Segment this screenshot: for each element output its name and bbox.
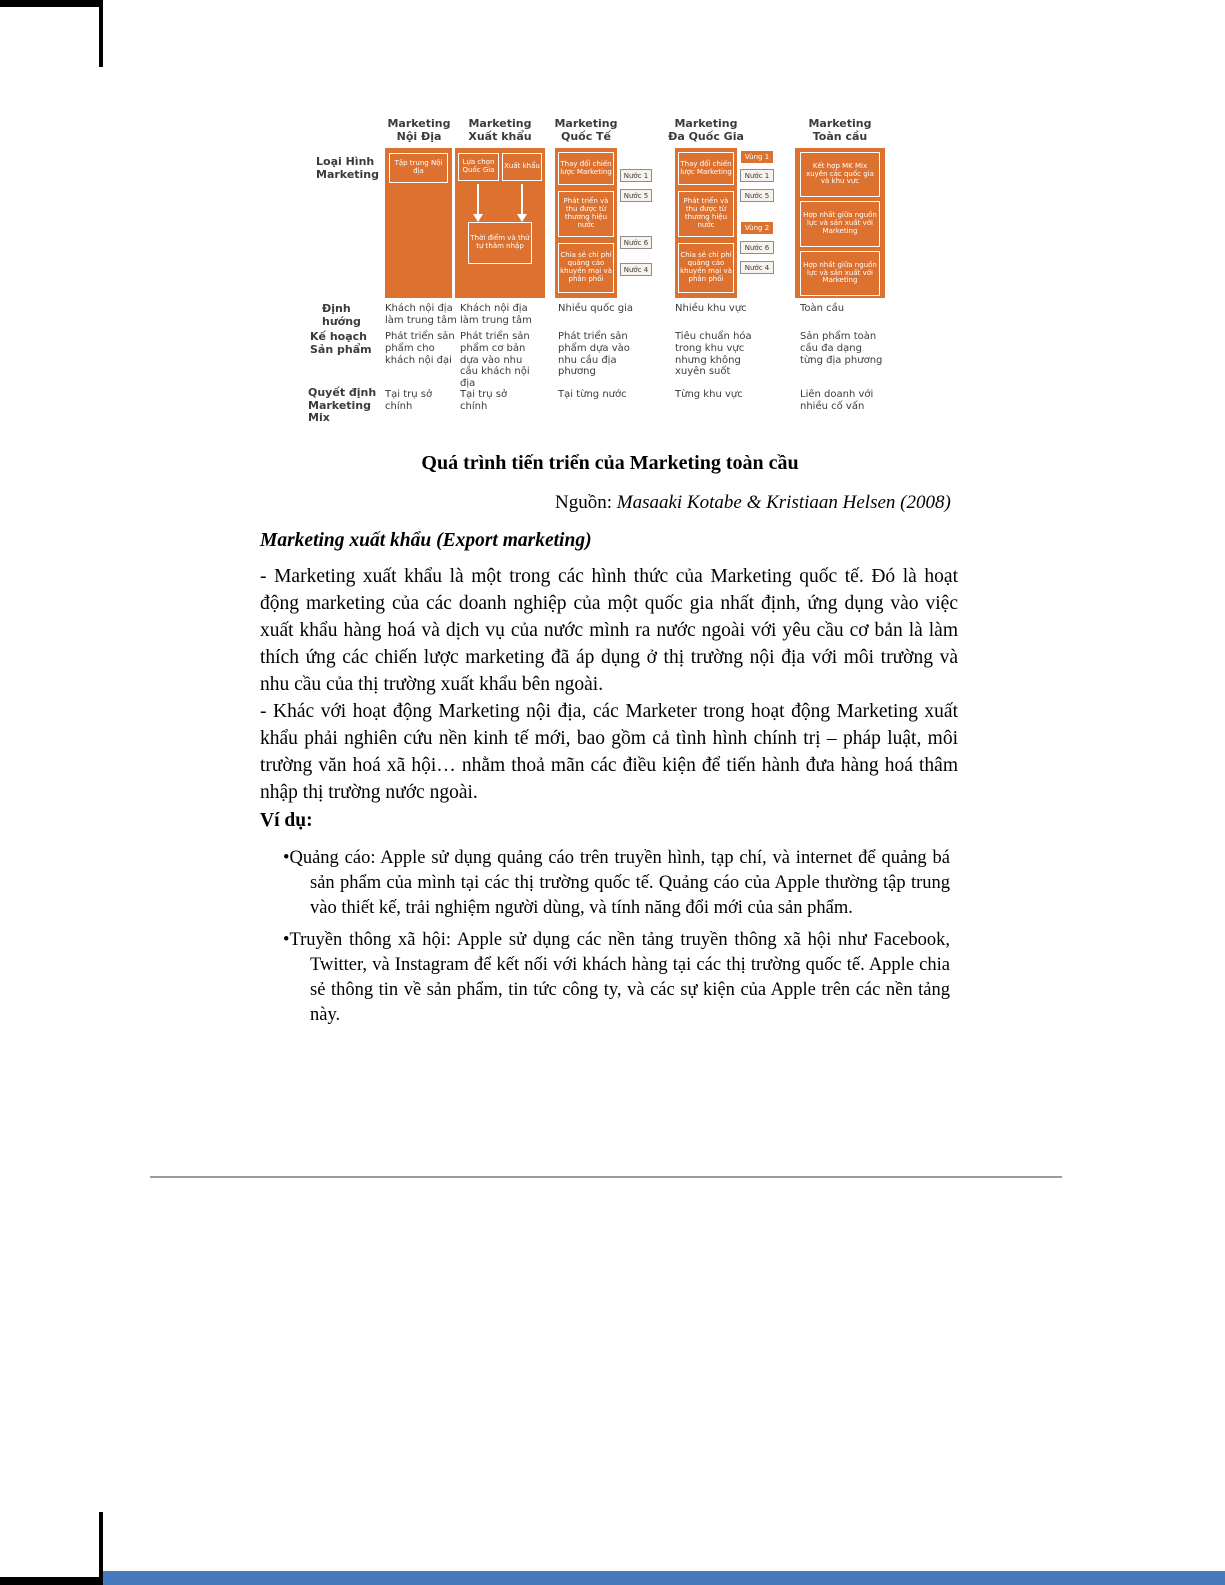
figure-cell-mix: Tại trụ sở chính xyxy=(460,389,508,412)
figure-cell-mix: Tại trụ sở chính xyxy=(385,389,433,412)
figure-box: Xuất khẩu xyxy=(502,153,542,181)
figure-box: Chia sẻ chi phí quảng cáo khuyến mại và phân phối xyxy=(678,243,734,293)
figure-side-box: Nước 5 xyxy=(620,189,652,202)
figure-side-box: Nước 6 xyxy=(740,241,774,254)
figure-box: Phát triển và thu được từ thương hiệu nước xyxy=(678,191,734,237)
page-edge-bottom xyxy=(0,1577,103,1585)
figure-box: Thay đổi chiến lược Marketing xyxy=(558,152,614,185)
figure-side-box: Nước 4 xyxy=(740,261,774,274)
figure-cell-mix: Tại từng nước xyxy=(558,389,627,400)
bullet-icon: • xyxy=(283,930,290,950)
marketing-evolution-figure xyxy=(300,112,900,447)
figure-side-box: Nước 1 xyxy=(620,169,652,182)
figure-side-box: Nước 6 xyxy=(620,236,652,249)
figure-box: Kết hợp MK Mix xuyên các quốc gia và khu vực xyxy=(800,152,880,197)
figure-box: Thay đổi chiến lược Marketing xyxy=(678,152,734,185)
figure-cell-mix: Liên doanh với nhiều cố vấn xyxy=(800,389,874,412)
list-item-text: Quảng cáo: Apple sử dụng quảng cáo trên truyền hình, tạp chí, và internet để quảng bá sản phẩm của mình tại các thị trường quốc tế. Quảng cáo của Apple thường tập trung vào thiết kế, trải nghiệm người dùng, và tính năng đổi mới của sản phẩm. xyxy=(289,848,950,918)
figure-side-box: Vùng 2 xyxy=(740,221,774,235)
arrow-down-icon xyxy=(517,214,527,222)
figure-side-box: Nước 5 xyxy=(740,189,774,202)
figure-source-label: Nguồn: xyxy=(555,492,612,513)
figure-cell-product-plan: Phát triển sản phẩm cơ bản dựa vào nhu cầu khách nội địa xyxy=(460,331,530,390)
figure-cell-orientation: Nhiều khu vực xyxy=(675,303,747,314)
figure-source xyxy=(555,492,951,514)
list-item xyxy=(260,928,950,1028)
figure-box: Hợp nhất giữa nguồn lực và sản xuất với Marketing xyxy=(800,201,880,247)
bullet-icon: • xyxy=(283,848,290,868)
figure-caption: Quá trình tiến triển của Marketing toàn cầu xyxy=(421,452,799,474)
figure-cell-orientation: Toàn cầu xyxy=(800,303,845,314)
figure-cell-product-plan: Sản phẩm toàn cầu đa dạng từng địa phương xyxy=(800,331,883,366)
figure-cell-mix: Từng khu vực xyxy=(675,389,743,400)
figure-column-header: Marketing Toàn cầu xyxy=(808,117,872,143)
figure-column-header: Marketing Đa Quốc Gia xyxy=(668,117,744,143)
paragraph: - Khác với hoạt động Marketing nội địa, các Marketer trong hoạt động Marketing xuất khẩu phải nghiên cứu nền kinh tế mới, bao gồm cả tình hình chính trị – pháp luật, môi trường văn hoá xã hội… nhằm thoả mãn các điều kiện để tiến hành đưa hàng hoá thâm nhập thị trường nước ngoài. xyxy=(260,701,958,803)
figure-row-label: Kế hoạch Sản phẩm xyxy=(310,330,372,356)
figure-side-box: Nước 4 xyxy=(620,263,652,276)
figure-row-label: Quyết định Marketing Mix xyxy=(308,386,377,425)
page-edge-top xyxy=(0,0,103,7)
figure-cell-product-plan: Phát triển sản phẩm cho khách nội đại xyxy=(385,331,455,366)
figure-cell-orientation: Nhiều quốc gia xyxy=(558,303,633,314)
figure-source-value: Masaaki Kotabe & Kristiaan Helsen (2008) xyxy=(616,492,951,513)
page-edge-left-top xyxy=(99,0,103,67)
figure-column-header: Marketing Quốc Tế xyxy=(554,117,618,143)
bottom-blue-bar xyxy=(103,1571,1225,1585)
horizontal-rule xyxy=(150,1176,1062,1178)
figure-row-label: Định hướng xyxy=(322,302,361,328)
arrow-down-icon xyxy=(477,184,479,215)
figure-box: Thời điểm và thứ tự thâm nhập xyxy=(468,222,532,264)
figure-cell-product-plan: Tiêu chuẩn hóa trong khu vực nhưng không xuyên suốt xyxy=(675,331,752,378)
figure-row-label: Loại Hình Marketing xyxy=(316,155,380,181)
figure-box: Phát triển và thu được từ thương hiệu nước xyxy=(558,191,614,237)
figure-column-header: Marketing Nội Địa xyxy=(387,117,451,143)
arrow-down-icon xyxy=(521,184,523,215)
list-item-text: Truyền thông xã hội: Apple sử dụng các nền tảng truyền thông xã hội như Facebook, Twitter, và Instagram để kết nối với khách hàng tại các thị trường quốc tế. Apple chia sẻ thông tin về sản phẩm, tin tức công ty, và các sự kiện của Apple trên các nền tảng này. xyxy=(289,930,950,1025)
figure-side-box: Nước 1 xyxy=(740,169,774,182)
example-heading: Ví dụ: xyxy=(260,810,313,831)
example-list xyxy=(260,846,950,1035)
section-heading: Marketing xuất khẩu (Export marketing) xyxy=(260,530,592,551)
figure-cell-orientation: Khách nội địa làm trung tâm xyxy=(385,303,457,326)
figure-box: Lựa chọn Quốc Gia xyxy=(458,153,499,181)
figure-side-box: Vùng 1 xyxy=(740,150,774,164)
figure-cell-orientation: Khách nội địa làm trung tâm xyxy=(460,303,532,326)
figure-box: Chia sẻ chi phí quảng cáo khuyến mại và phân phối xyxy=(558,243,614,293)
paragraph: - Marketing xuất khẩu là một trong các hình thức của Marketing quốc tế. Đó là hoạt động marketing của các doanh nghiệp của một quốc gia nhất định, ứng dụng vào việc xuất khẩu hàng hoá và dịch vụ của nước mình ra nước ngoài với yêu cầu cơ bản là làm thích ứng các chiến lược marketing đã áp dụng ở thị trường nội địa với môi trường và nhu cầu của thị trường xuất khẩu bên ngoài. xyxy=(260,566,958,695)
figure-box: Tập trung Nội địa xyxy=(389,153,448,183)
figure-cell-product-plan: Phát triển sản phẩm dựa vào nhu cầu địa phương xyxy=(558,331,630,378)
figure-column-header: Marketing Xuất khẩu xyxy=(468,117,532,143)
list-item xyxy=(260,846,950,921)
figure-box: Hợp nhất giữa nguồn lực và sản xuất với Marketing xyxy=(800,251,880,296)
arrow-down-icon xyxy=(473,214,483,222)
